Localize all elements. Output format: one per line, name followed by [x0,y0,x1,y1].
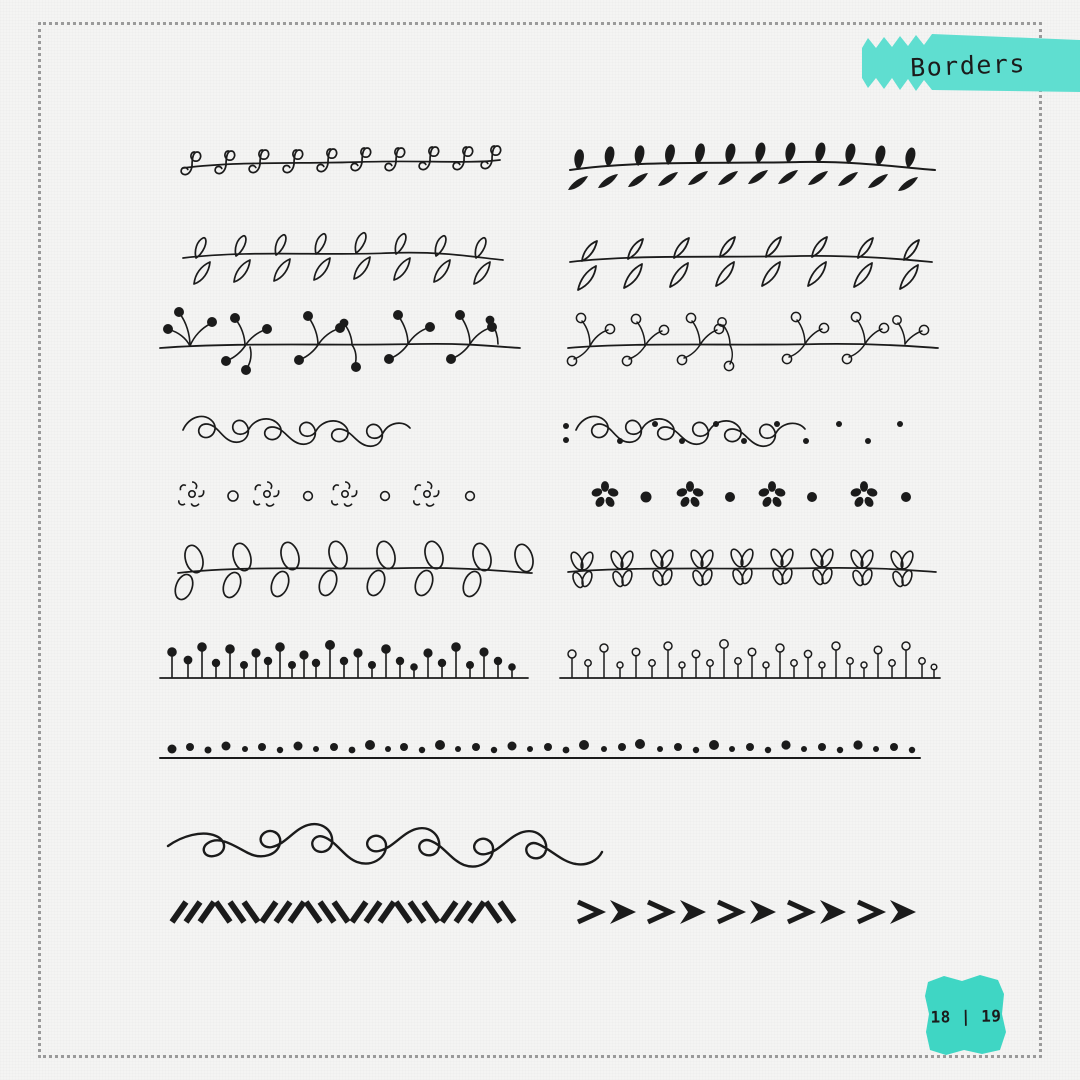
curled-sprig-border [181,146,501,175]
outline-leaf-vine-border [183,233,503,284]
open-berry-sprig-border [567,312,938,370]
filled-leaf-vine-border [568,143,935,191]
diagonal-hatch-band-border [172,902,514,922]
page-number-label: 18 | 19 [930,1005,1002,1027]
swirl-scroll-border [183,416,410,446]
filled-berry-sprig-border [160,307,520,375]
oval-leaf-vine-border [172,539,536,602]
filled-flower-dot-border [591,481,911,509]
open-pin-grass-border [560,640,940,678]
outline-flower-dot-border [179,482,475,506]
swirl-dot-scroll-border [563,416,903,446]
filled-pin-grass-border [160,641,528,678]
ribbon-title: Borders [909,48,1027,82]
chevron-arrow-band-border [578,900,916,924]
pointed-leaf-branch-border [570,237,932,290]
petal-cluster-vine-border [568,547,936,589]
borders-ribbon-label [862,34,1080,96]
wave-curl-flourish-border [168,824,602,866]
page-number-tag [924,974,1008,1058]
dot-scatter-rule-border [160,739,920,758]
